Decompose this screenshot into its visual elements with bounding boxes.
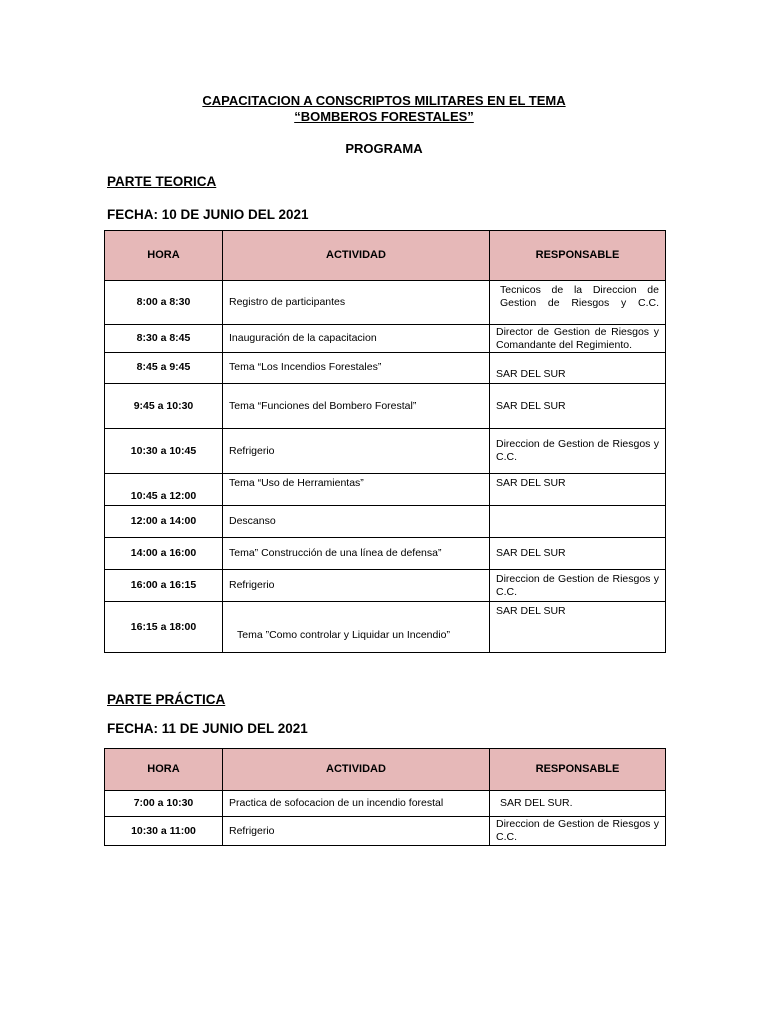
hora-cell: 14:00 a 16:00 [105,538,223,570]
responsable-cell: SAR DEL SUR [490,474,666,506]
table-row [105,506,666,538]
actividad-cell: Registro de participantes [223,281,490,325]
responsable-cell: SAR DEL SUR [490,602,666,653]
document-title-line1: CAPACITACION A CONSCRIPTOS MILITARES EN EL TEMA [202,93,566,108]
hora-cell: 10:45 a 12:00 [105,474,223,506]
actividad-cell: Tema “Funciones del Bombero Forestal” [223,384,490,429]
hora-cell: 10:30 a 11:00 [105,817,223,846]
hora-cell: 8:45 a 9:45 [105,353,223,384]
table-row [105,602,666,653]
header-hora: HORA [105,749,223,791]
table-row [105,570,666,602]
header-hora: HORA [105,231,223,281]
responsable-cell: SAR DEL SUR. [490,791,666,817]
hora-cell: 7:00 a 10:30 [105,791,223,817]
actividad-cell: Tema ”Como controlar y Liquidar un Incendio” [223,602,490,653]
header-actividad: ACTIVIDAD [223,749,490,791]
actividad-cell: Practica de sofocacion de un incendio forestal [223,791,490,817]
schedule-table-practica [104,748,666,846]
responsable-cell [490,506,666,538]
responsable-cell: Director de Gestion de Riesgos y Comandante del Regimiento. [490,325,666,353]
table-row [105,817,666,846]
actividad-cell: Refrigerio [223,570,490,602]
header-actividad: ACTIVIDAD [223,231,490,281]
responsable-cell: Tecnicos de la Direccion de Gestion de Riesgos y C.C. [490,281,666,325]
table-row [105,281,666,325]
table-row [105,791,666,817]
table-header-row [105,231,666,281]
responsable-cell: SAR DEL SUR [490,538,666,570]
actividad-cell: Refrigerio [223,817,490,846]
document-title-line2: “BOMBEROS FORESTALES” [294,109,474,124]
header-responsable: RESPONSABLE [490,749,666,791]
part1-heading: PARTE TEORICA [107,174,217,189]
table-header-row [105,749,666,791]
responsable-cell: Direccion de Gestion de Riesgos y C.C. [490,429,666,474]
schedule-table-teorica [104,230,666,653]
actividad-cell: Inauguración de la capacitacion [223,325,490,353]
hora-cell: 10:30 a 10:45 [105,429,223,474]
table-row [105,384,666,429]
table-row [105,538,666,570]
table-row [105,353,666,384]
actividad-cell: Descanso [223,506,490,538]
hora-cell: 8:30 a 8:45 [105,325,223,353]
part1-date: FECHA: 10 DE JUNIO DEL 2021 [107,207,309,222]
hora-cell: 9:45 a 10:30 [105,384,223,429]
part2-heading: PARTE PRÁCTICA [107,692,226,707]
responsable-cell: SAR DEL SUR [490,353,666,384]
actividad-cell: Refrigerio [223,429,490,474]
responsable-cell: Direccion de Gestion de Riesgos y C.C. [490,570,666,602]
hora-cell: 12:00 a 14:00 [105,506,223,538]
responsable-cell: Direccion de Gestion de Riesgos y C.C. [490,817,666,846]
responsable-cell: SAR DEL SUR [490,384,666,429]
actividad-cell: Tema “Uso de Herramientas” [223,474,490,506]
programa-heading: PROGRAMA [345,141,423,156]
part2-date: FECHA: 11 DE JUNIO DEL 2021 [107,721,308,736]
actividad-cell: Tema” Construcción de una línea de defensa” [223,538,490,570]
actividad-cell: Tema “Los Incendios Forestales” [223,353,490,384]
table-row [105,325,666,353]
hora-cell: 16:00 a 16:15 [105,570,223,602]
hora-cell: 8:00 a 8:30 [105,281,223,325]
header-responsable: RESPONSABLE [490,231,666,281]
hora-cell: 16:15 a 18:00 [105,602,223,653]
table-row [105,429,666,474]
table-row [105,474,666,506]
